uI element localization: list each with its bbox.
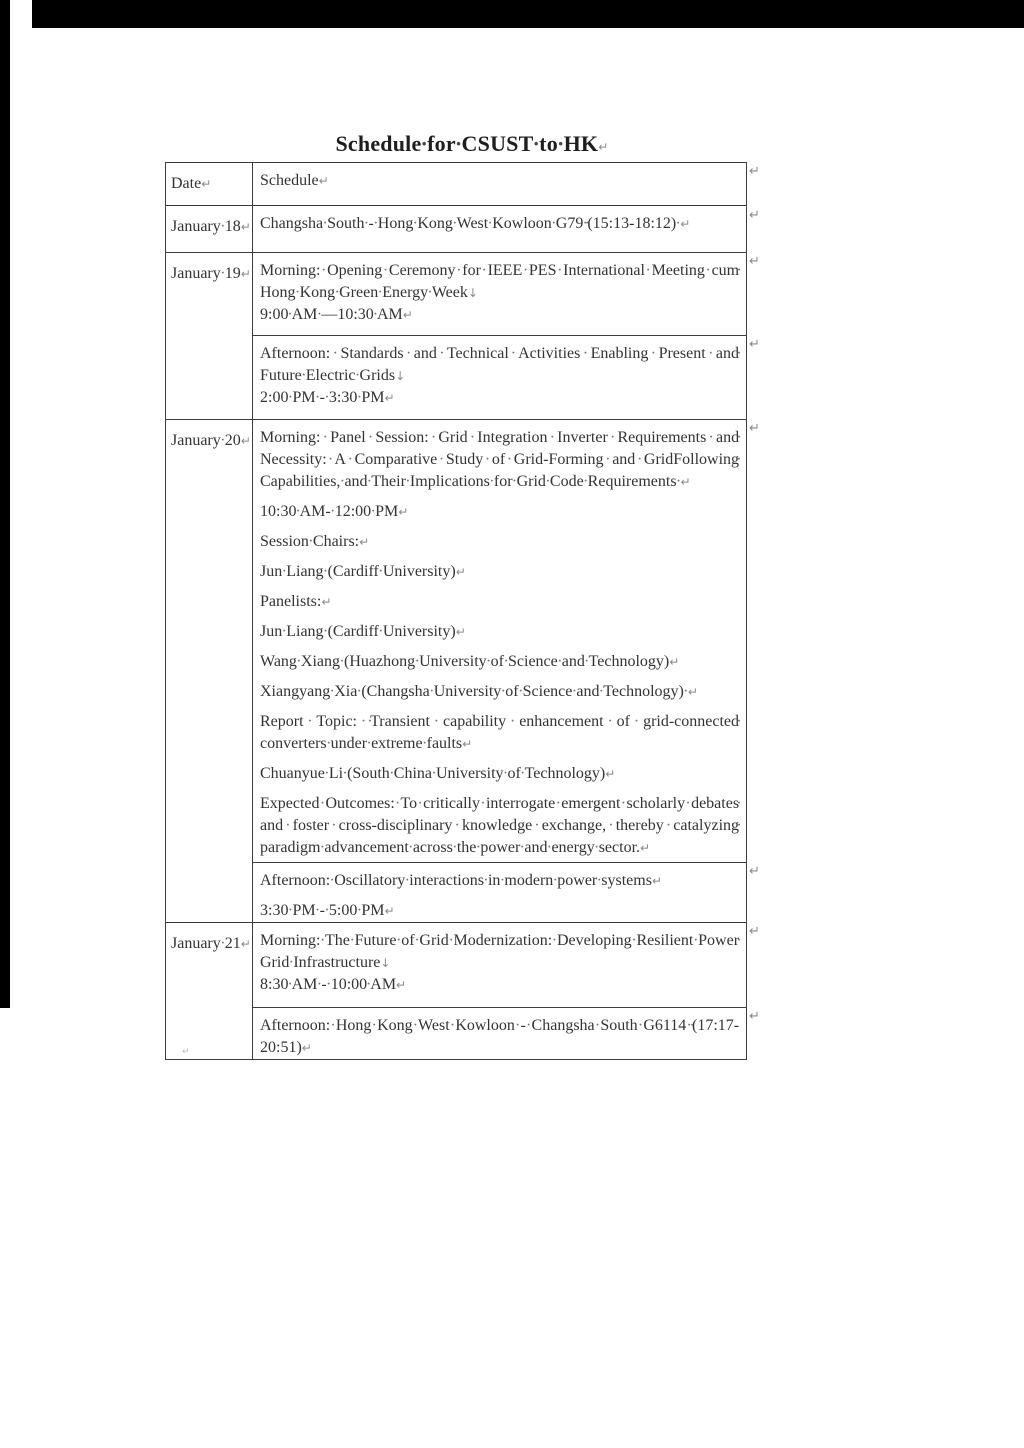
schedule-cell — [253, 336, 747, 420]
row-end-mark: ↵ — [749, 1009, 760, 1024]
row-end-mark: ↵ — [749, 337, 760, 352]
schedule-cell — [253, 420, 747, 863]
schedule-paragraph: Session · Chairs:↵ — [260, 531, 739, 553]
document-title: Schedule · for · CSUST · to · HK↵ — [165, 131, 779, 157]
table-row-jan21-morning — [166, 923, 747, 1008]
schedule-paragraph: Afternoon: · Hong · Kong · West · Kowloon · -· Changsha · South · G6114 · (17:17-20:51)↵ — [260, 1015, 739, 1059]
header-date-cell: Date↵ — [166, 163, 253, 206]
date-cell: January · 19↵ — [166, 253, 253, 420]
date-cell: January · 20↵ — [166, 420, 253, 923]
row-end-mark: ↵ — [749, 864, 760, 879]
schedule-paragraph: 3:30 · PM · - · 5:00 · PM↵ — [260, 900, 739, 922]
date-cell: January · 18↵ — [166, 206, 253, 253]
top-black-bar — [32, 0, 1024, 28]
table-row-jan21-afternoon — [166, 1008, 747, 1060]
schedule-paragraph: Afternoon: · Oscillatory · interactions · in · modern · power · systems↵ — [260, 870, 739, 892]
schedule-cell — [253, 923, 747, 1008]
table-row-jan18 — [166, 206, 747, 253]
schedule-paragraph: Morning: · The · Future · of · Grid · Modernization:· Developing · Resilient · Power Grid · Infrastructure↓ 8:30 · AM · - · 10:00 · AM↵ — [260, 930, 739, 996]
table-header-row — [166, 163, 747, 206]
schedule-paragraph: Changsha · South · - · Hong · Kong · West · Kowloon · G79 · (15:13-18:12) · ↵ — [260, 213, 739, 235]
schedule-cell — [253, 1008, 747, 1060]
after-table-mark: ↵ — [182, 1047, 190, 1057]
row-end-mark: ↵ — [749, 924, 760, 939]
table-row-jan19-morning — [166, 253, 747, 336]
table-row-jan20-morning — [166, 420, 747, 863]
row-end-mark: ↵ — [749, 164, 760, 179]
schedule-paragraph: Panelists:↵ — [260, 593, 332, 610]
schedule-paragraph: Wang · Xiang · (Huazhong · University · of · Science· and · Technology)↵ — [260, 651, 739, 673]
schedule-paragraph: Xiangyang · Xia · (Changsha · University · of · Science· and · Technology) · ↵ — [260, 681, 739, 703]
schedule-cell — [253, 253, 747, 336]
schedule-paragraph: Jun · Liang · (Cardiff · University)↵ — [260, 621, 739, 643]
schedule-paragraph: Morning: · Opening · Ceremony · for · IEEE · PES· International · Meeting · cum Hong · Kong · Green· Energy · Week↓ 9:00 · AM · —10:30 · AM↵ — [260, 260, 739, 326]
schedule-paragraph: Expected · Outcomes: · To · critically · interrogate· emergent · scholarly · debates and · foster · cross-disciplinary · knowledge · exchange, · thereby · catalyzing paradigm · advancement · across · the · power · and· energy · sector.↵ — [260, 793, 739, 859]
schedule-cell — [253, 863, 747, 923]
schedule-paragraph: Jun · Liang · (Cardiff · University)↵ — [260, 561, 739, 583]
row-end-mark: ↵ — [749, 421, 760, 436]
date-cell: January · 21↵ — [166, 923, 253, 1060]
row-end-mark: ↵ — [749, 254, 760, 269]
table-row-jan19-afternoon — [166, 336, 747, 420]
schedule-paragraph: Chuanyue · Li · (South · China · University · of· Technology)↵ — [260, 763, 739, 785]
schedule-paragraph: Report · Topic: · Transient · capability · enhancement · of· grid-connected converters · under · extreme · faults↵ — [260, 711, 739, 755]
schedule-paragraph: Morning: · Panel · Session: · Grid · Integration · Inverter · Requirements · and Necessity: · A · Comparative· Study · of · Grid-Forming · and· GridFollowing Capabilities, · and · Their · Implications · for · Grid · Code · Requirements · ↵ — [260, 427, 739, 493]
schedule-paragraph: Afternoon: · Standards · and · Technical · Activities· Enabling · Present · and Future · Electric · Grids↓ 2:00 · PM · - · 3:30 · PM↵ — [260, 343, 739, 409]
header-schedule-cell: Schedule↵ — [253, 163, 747, 206]
left-black-bar — [0, 0, 10, 1008]
schedule-cell — [253, 206, 747, 253]
schedule-table — [165, 162, 747, 1060]
table-row-jan20-afternoon — [166, 863, 747, 923]
row-end-mark: ↵ — [749, 208, 760, 223]
schedule-paragraph: 10:30 · AM- · 12:00 · PM↵ — [260, 501, 739, 523]
